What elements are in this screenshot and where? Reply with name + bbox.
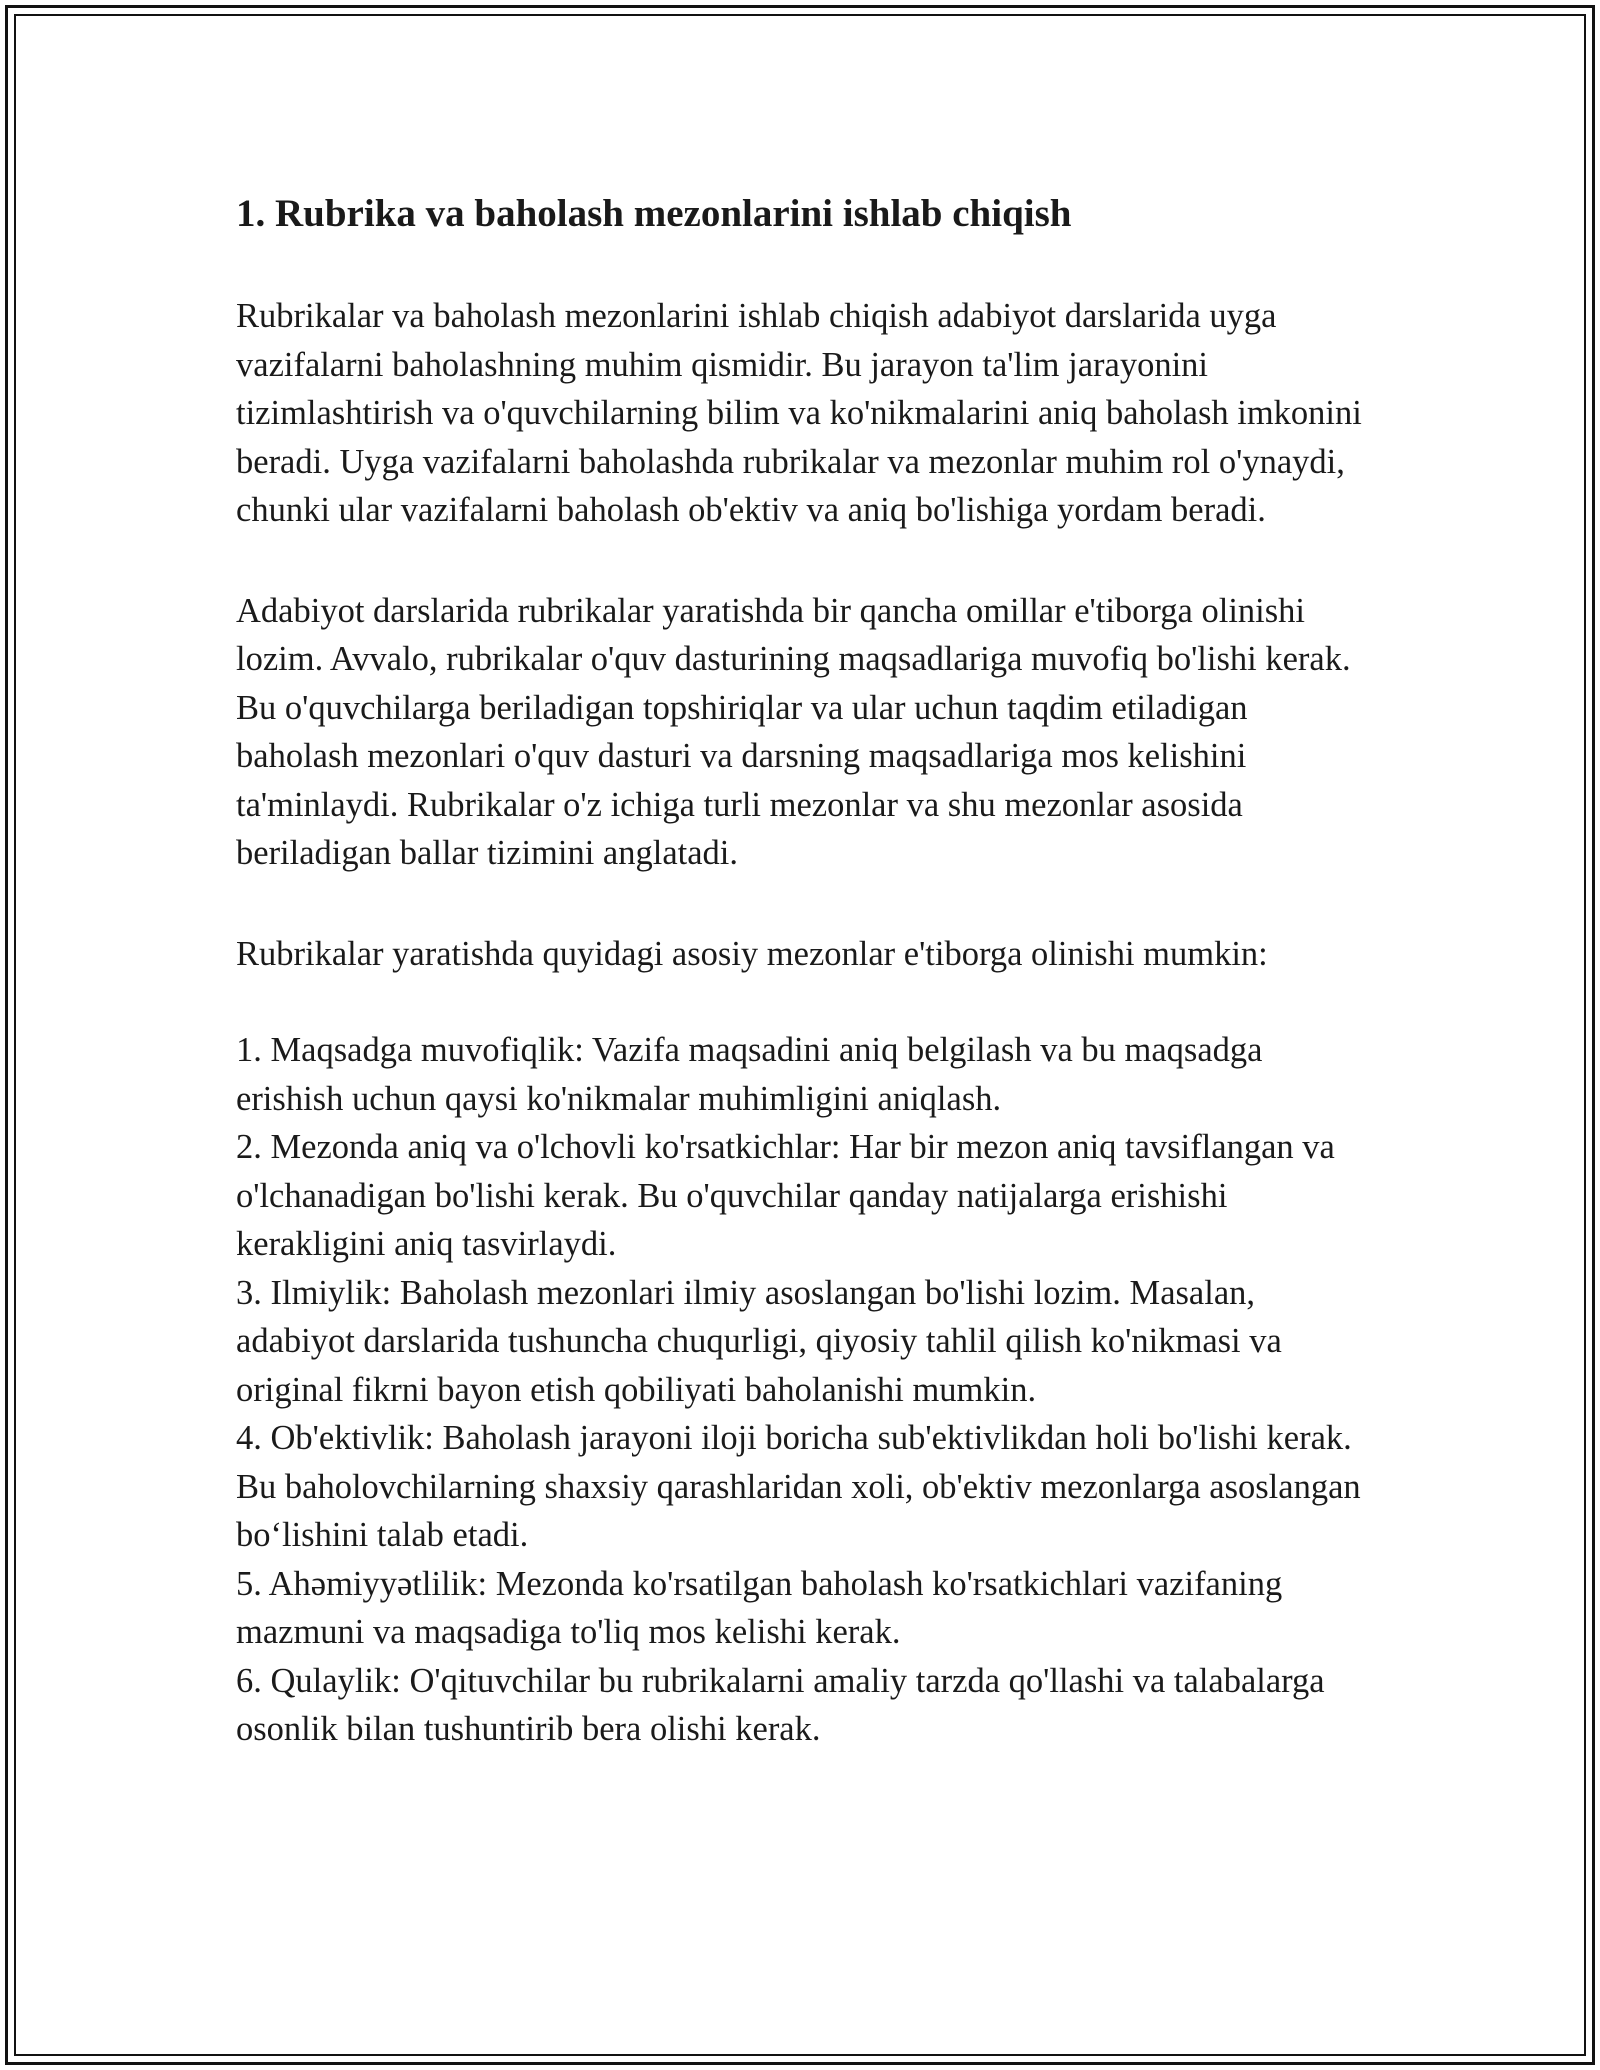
document-body [236, 188, 1376, 1754]
paragraph-intro: Rubrikalar va baholash mezonlarini ishlab chiqish adabiyot darslarida uyga vazifalarni baholashning muhim qismidir. Bu jarayon ta'lim jarayonini tizimlashtirish va o'quvchilarning bilim va ko'nikmalarini aniq baholash imkonini beradi. Uyga vazifalarni baholashda rubrikalar va mezonlar muhim rol o'ynaydi, chunki ular vazifalarni baholash ob'ektiv va aniq bo'lishiga yordam beradi. [236, 297, 1362, 529]
criteria-item-convenience: 6. Qulaylik: O'qituvchilar bu rubrikalarni amaliy tarzda qo'llashi va talabalarga osonlik bilan tushuntirib bera olishi kerak. [236, 1661, 1325, 1748]
criteria-item-objectivity: 4. Ob'ektivlik: Baholash jarayoni iloji boricha sub'ektivlikdan holi bo'lishi kerak. Bu baholovchilarning shaxsiy qarashlaridan xoli, ob'ektiv mezonlarga asoslangan boʻlishini talab etadi. [236, 1419, 1361, 1554]
section-heading: 1. Rubrika va baholash mezonlarini ishlab chiqish [236, 192, 1072, 235]
paragraph-criteria-lead: Rubrikalar yaratishda quyidagi asosiy mezonlar e'tiborga olinishi mumkin: [236, 934, 1268, 973]
criteria-item-scientific: 3. Ilmiylik: Baholash mezonlari ilmiy asoslangan bo'lishi lozim. Masalan, adabiyot darslarida tushuncha chuqurligi, qiyosiy tahlil qilish ko'nikmasi va original fikrni bayon etish qobiliyati baholanishi mumkin. [236, 1273, 1282, 1409]
paragraph-factors: Adabiyot darslarida rubrikalar yaratishda bir qancha omillar e'tiborga olinishi lozim. Avvalo, rubrikalar o'quv dasturining maqsadlariga muvofiq bo'lishi kerak. Bu o'quvchilarga beriladigan topshiriqlar va ular uchun taqdim etiladigan baholash mezonlari o'quv dasturi va darsning maqsadlariga mos kelishini ta'minlaydi. Rubrikalar o'z ichiga turli mezonlar va shu mezonlar asosida beriladigan ballar tizimini anglatadi. [236, 591, 1351, 872]
criteria-item-purpose: 1. Maqsadga muvofiqlik: Vazifa maqsadini aniq belgilash va bu maqsadga erishish uchun qaysi ko'nikmalar muhimligini aniqlash. [236, 1031, 1263, 1118]
criteria-item-relevance: 5. Ahəmiyyətlilik: Mezonda ko'rsatilgan baholash ko'rsatkichlari vazifaning mazmuni va maqsadiga to'liq mos kelishi kerak. [236, 1564, 1283, 1651]
criteria-item-measurable: 2. Mezonda aniq va o'lchovli ko'rsatkichlar: Har bir mezon aniq tavsiflangan va o'lchanadigan bo'lishi kerak. Bu o'quvchilar qanday natijalarga erishishi kerakligini aniq tasvirlaydi. [236, 1128, 1335, 1263]
criteria-list [236, 1026, 1376, 1754]
